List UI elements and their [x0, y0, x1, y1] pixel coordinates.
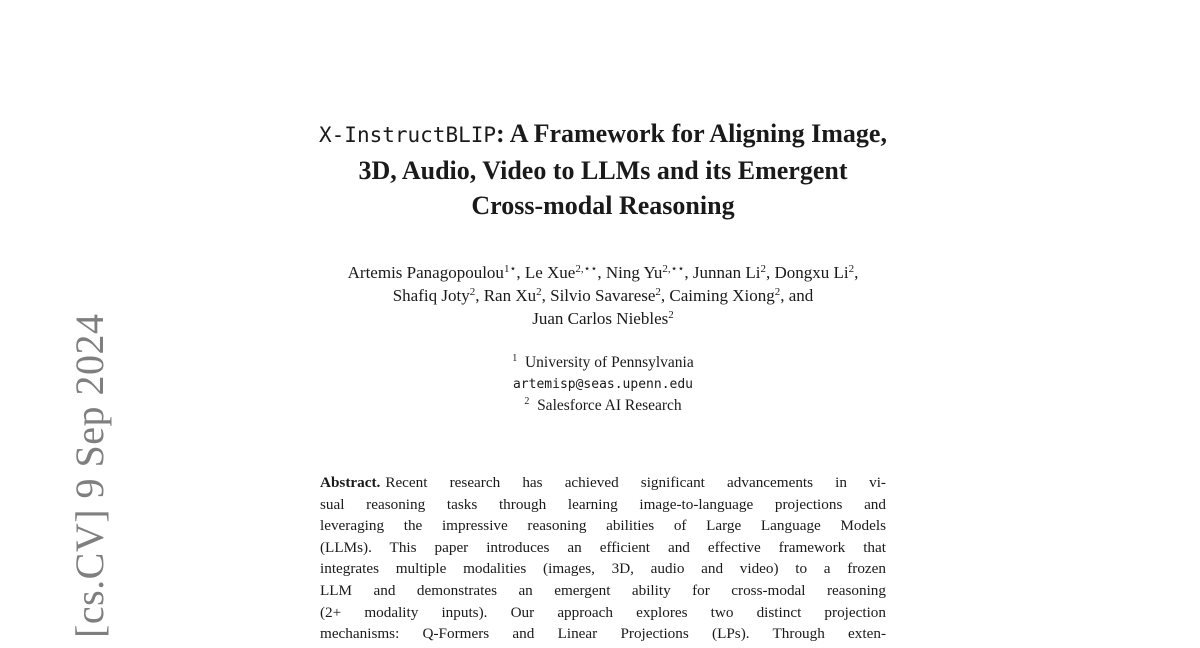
author-affiliation-mark: 2,⋆⋆: [662, 263, 685, 275]
author-affiliation-mark: 2: [760, 263, 766, 275]
author-name: Artemis Panagopoulou: [347, 263, 504, 282]
abstract-line: [320, 494, 886, 516]
author-name: Caiming Xiong: [669, 286, 775, 305]
affiliations: [400, 352, 806, 417]
abstract-line: [320, 515, 886, 537]
abstract-line: [320, 472, 886, 494]
abstract-line-text: mechanisms: Q-Formers and Linear Projections (LPs). Through exten-: [320, 625, 886, 643]
author-name: Le Xue: [524, 263, 576, 282]
title-line-1: [240, 116, 966, 153]
abstract-line: [320, 623, 886, 645]
author-separator: , and: [780, 286, 814, 305]
author-name: Juan Carlos Niebles: [532, 309, 669, 328]
abstract-label: Abstract.: [320, 474, 381, 491]
arxiv-sidebar-stamp: [22, 313, 112, 638]
title-system-name: X-InstructBLIP: [319, 123, 497, 147]
paper-title: [240, 116, 966, 223]
title-line-2: 3D, Audio, Video to LLMs and its Emergent: [358, 156, 848, 185]
author-separator: ,: [516, 263, 525, 282]
abstract-line-text: leveraging the impressive reasoning abilities of Large Language Models: [320, 517, 886, 535]
abstract: [320, 472, 886, 645]
author-name: Junnan Li: [692, 263, 761, 282]
abstract-line: [320, 580, 886, 602]
author-affiliation-mark: 2: [668, 309, 674, 321]
author-affiliation-mark: 2: [774, 286, 781, 298]
author-name: Ran Xu: [483, 286, 537, 305]
affiliation-2-name: Salesforce AI Research: [537, 397, 682, 414]
author-affiliation-mark: 2: [536, 286, 542, 298]
arxiv-stamp-text: [cs.CV] 9 Sep 2024: [67, 313, 112, 638]
author-name: Shafiq Joty: [392, 286, 470, 305]
author-list: [270, 261, 936, 330]
author-affiliation-mark: 2: [655, 286, 661, 298]
author-separator: ,: [660, 286, 670, 305]
abstract-line: [320, 558, 886, 580]
abstract-line: [320, 537, 886, 559]
author-separator: ,: [541, 286, 551, 305]
author-separator: ,: [475, 286, 484, 305]
author-separator: ,: [684, 263, 693, 282]
affiliation-2-number: 2: [524, 396, 530, 407]
affiliation-1: [400, 352, 806, 374]
author-affiliation-mark: 2,⋆⋆: [575, 263, 598, 275]
affiliation-1-name: University of Pennsylvania: [524, 354, 694, 371]
abstract-line-text: Recent research has achieved significant advancements in vi-: [385, 474, 886, 491]
author-separator: ,: [597, 263, 606, 282]
author-name: Dongxu Li: [774, 263, 849, 282]
author-name: Ning Yu: [605, 263, 663, 282]
author-affiliation-mark: 2: [469, 286, 476, 298]
abstract-line-text: (LLMs). This paper introduces an efficient and effective framework that: [320, 538, 886, 556]
author-separator: ,: [854, 263, 859, 282]
author-affiliation-mark: 2: [848, 263, 855, 275]
author-name: Silvio Savarese: [550, 286, 656, 305]
abstract-line-text: sual reasoning tasks through learning image-to-language projections and: [320, 495, 886, 513]
abstract-line-text: integrates multiple modalities (images, 3D, audio and video) to a frozen: [320, 560, 886, 578]
contact-email[interactable]: artemisp@seas.upenn.edu: [512, 376, 693, 392]
abstract-line-text: (2+ modality inputs). Our approach explores two distinct projection: [320, 603, 886, 621]
abstract-line-text: LLM and demonstrates an emergent ability for cross-modal reasoning: [320, 581, 886, 599]
affiliation-2: [400, 395, 806, 417]
title-line-1-rest: : A Framework for Aligning Image,: [496, 119, 887, 148]
author-separator: ,: [765, 263, 775, 282]
affiliation-1-number: 1: [512, 353, 518, 364]
author-affiliation-mark: 1⋆: [503, 263, 517, 275]
title-line-3: Cross-modal Reasoning: [471, 191, 735, 220]
abstract-line: [320, 602, 886, 624]
